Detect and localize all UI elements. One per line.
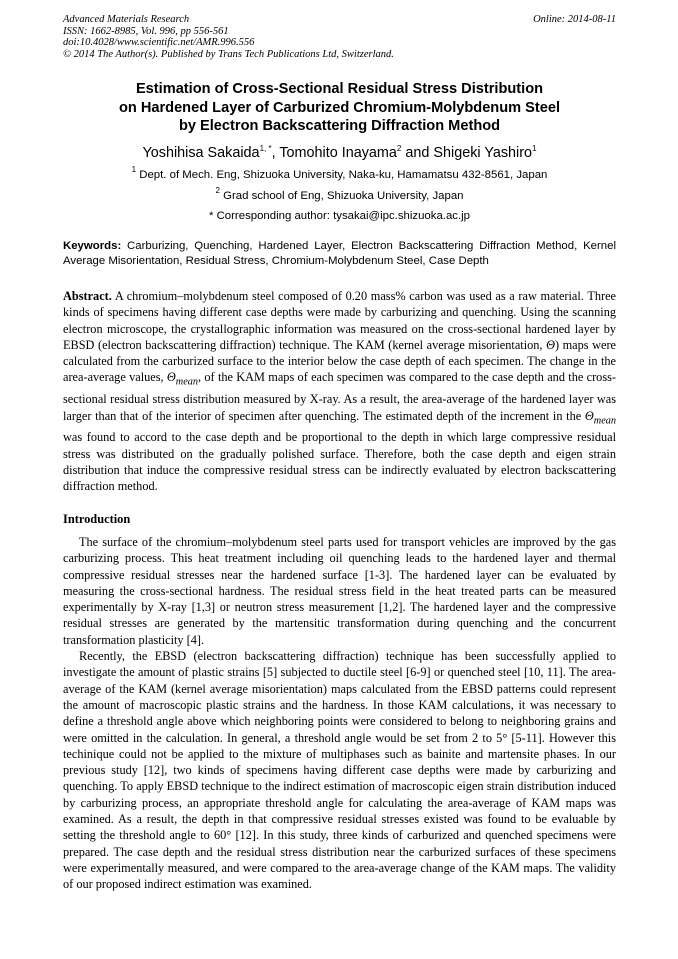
theta-symbol: Θ <box>546 337 555 352</box>
introduction-body <box>63 534 616 893</box>
theta-symbol: Θ <box>166 370 176 385</box>
author-1-affiliation-mark: 1, * <box>259 144 272 153</box>
affiliation-1-mark: 1 <box>131 165 137 174</box>
author-3: Shigeki Yashiro <box>433 145 533 161</box>
theta-subscript: mean <box>593 414 616 426</box>
abstract-text: was found to accord to the case depth and be proportional to the depth in which large compressive residual stress was distributed on the gradually polished surface. Therefore, both the case depth and eigen strain distribution that induce the compressive residual stress can be indirectly evaluated by electron backscattering diffraction method. <box>63 430 616 494</box>
keywords-text: Carburizing, Quenching, Hardened Layer, Electron Backscattering Diffraction Method, Kernel Average Misorientation, Residual Stress, Chromium-Molybdenum Steel, Case Depth <box>63 240 616 268</box>
journal-issn: ISSN: 1662-8985, Vol. 996, pp 556-561 <box>63 25 229 37</box>
journal-copyright: © 2014 The Author(s). Published by Trans Tech Publications Ltd, Switzerland. <box>63 48 394 60</box>
author-2: Tomohito Inayama <box>279 145 397 161</box>
title-line-1: Estimation of Cross-Sectional Residual Stress Distribution <box>135 81 544 97</box>
author-1: Yoshihisa Sakaida <box>142 145 260 161</box>
author-3-affiliation-mark: 1 <box>532 144 537 153</box>
keywords <box>63 239 616 270</box>
author-2-affiliation-mark: 2 <box>396 144 402 153</box>
intro-paragraph-2: Recently, the EBSD (electron backscattering diffraction) technique has been successfully applied to investigate the amount of plastic strains [5] subjected to ductile steel [6-9] or quenched steel [10, 11]. The area-average of the KAM (kernel average misorientation) maps calculated from the EBSD patterns could represent the amount of macroscopic plastic strains and the hardness. In those KAM calculations, it was necessary to define a threshold angle above which neighboring points were considered to belong to neighboring grains and were omitted in the calculation. In general, a threshold angle would be set from 2 to 5° [5-11]. However this techinique could not be applied to the mixture of multiphases such as bainite and martensite phases. In our previous study [12], two kinds of specimens having different case depths were made by carburizing and quenching. To apply EBSD technique to the indirect estimation of macroscopic eigen strain distribution induced by carburizing process, an appropriate threshold angle for calculating the area-average of KAM maps was examined. As a result, the depth in that compressive residual stresses existed was found to be evaluable by setting the threshold angle to 60° [12]. In this study, three kinds of carburized and quenched specimens were prepared. The case depth and the residual stress distribution near the carburized surfaces of these specimens were experimentally measured, and were compared to the area-average change of the KAM maps. The validity of our proposed indirect estimation was examined. <box>63 649 616 892</box>
author-list <box>63 144 616 162</box>
abstract <box>63 288 616 494</box>
keywords-label: Keywords: <box>63 240 122 252</box>
affiliation-2-mark: 2 <box>215 186 220 195</box>
author-separator: , <box>271 145 280 161</box>
title-line-3: by Electron Backscattering Diffraction Method <box>178 118 501 134</box>
corresponding-author: * Corresponding author: tysakai@ipc.shizuoka.ac.jp <box>208 210 471 222</box>
theta-mean-symbol <box>166 370 198 388</box>
affiliation-1 <box>63 165 616 182</box>
journal-name: Advanced Materials Research <box>63 14 190 25</box>
section-heading-introduction: Introduction <box>63 512 131 526</box>
theta-mean-symbol <box>584 408 616 426</box>
theta-subscript: mean <box>175 376 198 388</box>
intro-paragraph-1: The surface of the chromium–molybdenum steel parts used for transport vehicles are improved by the gas carburizing process. This heat treatment including oil quenching leads to the hardened layer and thermal compressive residual stresses near the hardened surface [1-3]. The hardened layer can be evaluated by measuring the cross-sectional hardness. The residual stress field in the heat treated parts can be measured experimentally by X-ray [1,3] or neutron stress measurement [1,2]. The hardened layer and the compressive residual stresses are generated by the martensitic transformation during quenching and the concurrent transformation plasticity [4]. <box>63 535 616 647</box>
author-separator: and <box>401 145 434 161</box>
title-line-2: on Hardened Layer of Carburized Chromium-Molybdenum Steel <box>118 99 561 116</box>
journal-header <box>63 14 616 60</box>
abstract-label: Abstract. <box>63 289 112 303</box>
journal-doi: doi:10.4028/www.scientific.net/AMR.996.556 <box>63 37 255 48</box>
abstract-text: , of the KAM maps of each specimen was compared to the case depth and the cross-sectional residual stress distribution measured by X-ray. As a result, the area-average of the hardened layer was larger than that of the interior of specimen after quenching. The estimated depth of the increment in the <box>63 370 616 423</box>
abstract-text: A chromium–molybdenum steel composed of 0.20 mass% carbon was used as a raw material. Three kinds of specimens having different case depths were made by carburizing and quenching. Using the scanning electron microscope, the crystallographic information was measured on the cross-sectional hardened layer by EBSD (electron backscattering diffraction) technique. The KAM (kernel average misorientation, <box>63 289 616 352</box>
online-date: Online: 2014-08-11 <box>533 14 616 25</box>
affiliation-2 <box>63 186 616 203</box>
abstract-text: ) maps were calculated from the carburized surface to the interior below the case depth of each specimen. The change in the area-average values, <box>63 337 617 385</box>
theta-symbol: Θ <box>584 408 594 423</box>
paper-title <box>63 80 616 136</box>
affiliation-2-text: Grad school of Eng, Shizuoka University, Japan <box>219 190 464 202</box>
affiliation-1-text: Dept. of Mech. Eng, Shizuoka University, Naka-ku, Hamamatsu 432-8561, Japan <box>136 169 548 181</box>
